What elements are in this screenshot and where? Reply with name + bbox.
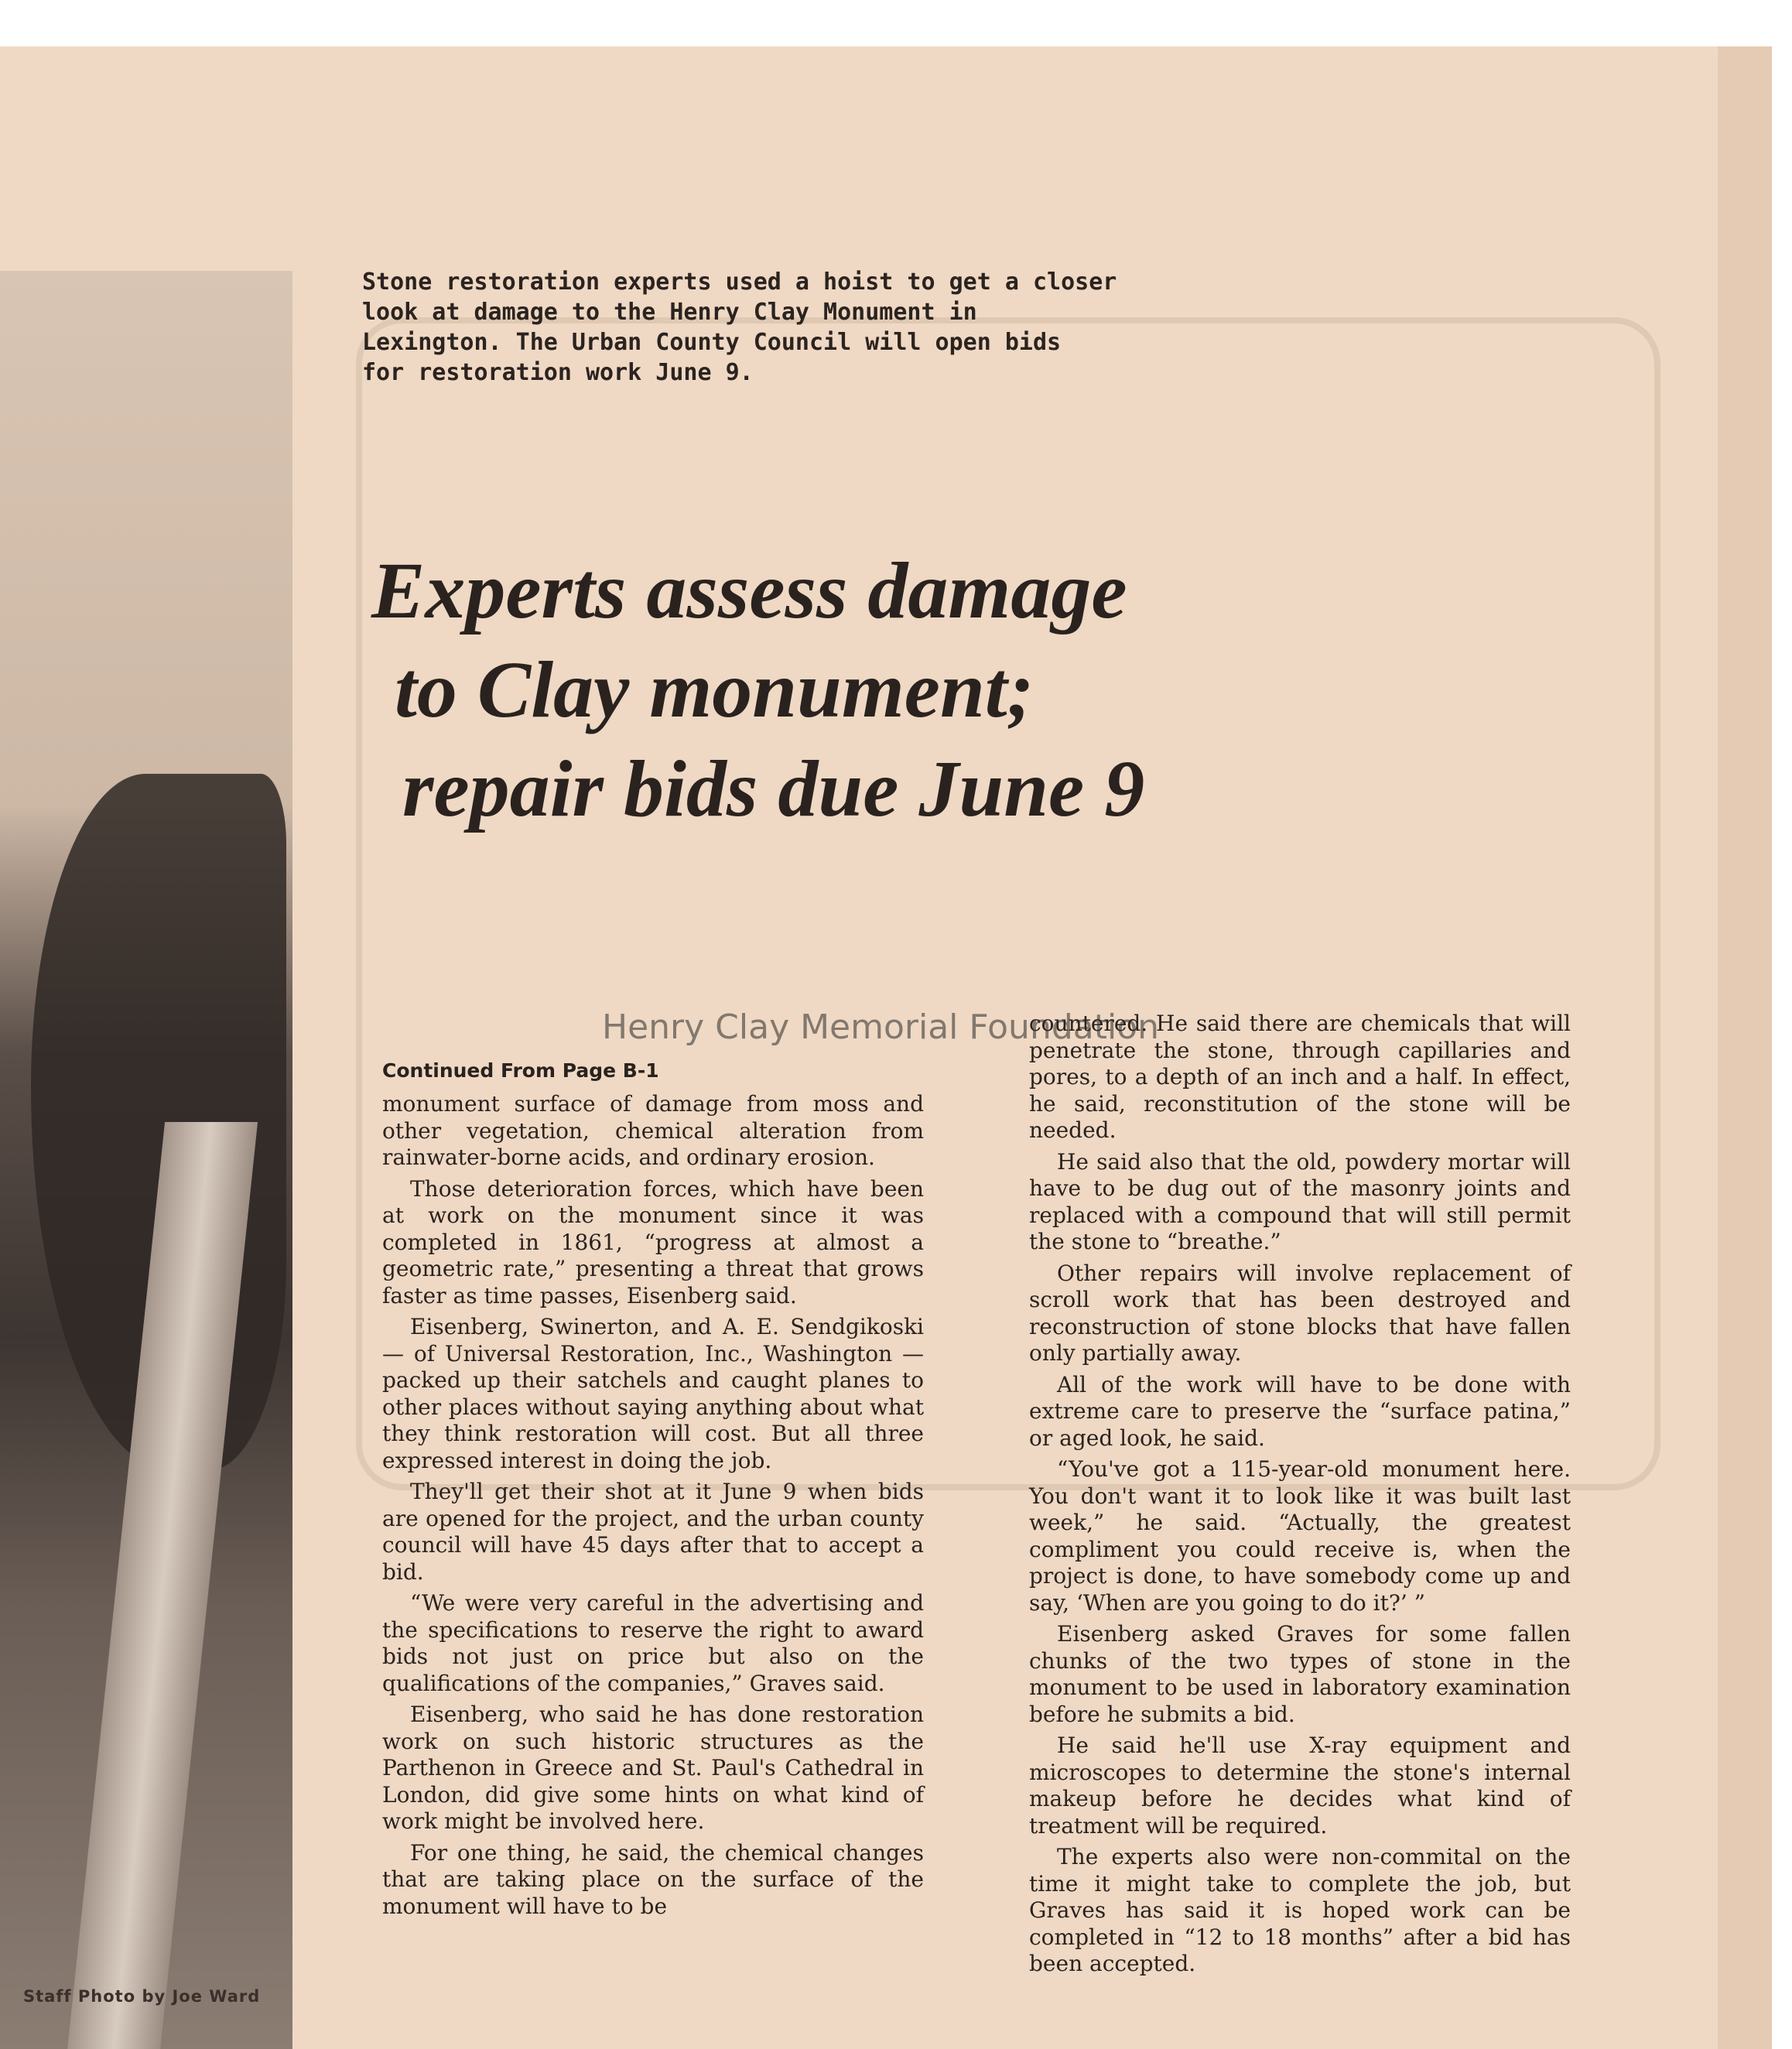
watermark: Henry Clay Memorial Foundation (602, 1007, 1160, 1047)
paragraph: Eisenberg asked Graves for some fallen chunks of the two types of stone in the monument to be used in laboratory examination before he submits a bid. (1029, 1621, 1571, 1727)
paragraph: countered. He said there are chemicals that will penetrate the stone, through capillaries and pores, to a depth of an inch and a half. In effect, he said, reconstitution of the stone will be needed. (1029, 1011, 1571, 1143)
headline-line: repair bids due June 9 (402, 744, 1145, 833)
paragraph: Those deterioration forces, which have been at work on the monument since it was completed in 1861, “progress at almost a geometric rate,” presenting a threat that grows faster as time passes, Eisenberg said. (382, 1175, 924, 1308)
clipping-torn-edge (1718, 46, 1772, 2049)
paragraph: He said also that the old, powdery mortar will have to be dug out of the masonry joints and replaced with a compound that will still permit the stone to “breathe.” (1029, 1148, 1571, 1254)
headline (371, 542, 1377, 839)
paragraph: “You've got a 115-year-old monument here. You don't want it to look like it was built last week,” he said. “Actually, the greatest compliment you could receive is, when the project is done, to have somebody come up and say, ‘When are you going to do it?’ ” (1029, 1456, 1571, 1616)
paragraph: Eisenberg, Swinerton, and A. E. Sendgikoski — of Universal Restoration, Inc., Washington — packed up their satchels and caught planes to other places without saying anything about what they think restoration will cost. But all three expressed interest in doing the job. (382, 1314, 924, 1473)
paragraph: The experts also were non-commital on the time it might take to complete the job, but Graves has said it is hoped work can be completed in “12 to 18 months” after a bid has been accepted. (1029, 1844, 1571, 1976)
photo-credit: Staff Photo by Joe Ward (23, 1987, 261, 2006)
staff-photo (0, 271, 292, 2049)
caption-line: Stone restoration experts used a hoist to get a closer (362, 269, 1117, 296)
dateline: Continued From Page B-1 (382, 1059, 659, 1082)
photo-caption (362, 267, 1117, 388)
caption-line: Lexington. The Urban County Council will open bids (362, 329, 1062, 356)
article-column-1 (382, 1055, 924, 1924)
paragraph: All of the work will have to be done with extreme care to preserve the “surface patina,” or aged look, he said. (1029, 1371, 1571, 1451)
paragraph: monument surface of damage from moss and other vegetation, chemical alteration from rainwater-borne acids, and ordinary erosion. (382, 1091, 924, 1170)
caption-line: for restoration work June 9. (362, 359, 754, 386)
headline-line: Experts assess damage (371, 546, 1127, 635)
paragraph: They'll get their shot at it June 9 when bids are opened for the project, and the urban county council will have 45 days after that to accept a bid. (382, 1479, 924, 1585)
paragraph: For one thing, he said, the chemical changes that are taking place on the surface of the monument will have to be (382, 1839, 924, 1919)
paragraph: He said he'll use X-ray equipment and microscopes to determine the stone's internal makeup before he decides what kind of treatment will be required. (1029, 1733, 1571, 1839)
headline-line: to Clay monument; (395, 645, 1035, 734)
paragraph: Other repairs will involve replacement of scroll work that has been destroyed and reconstruction of stone blocks that have fallen only partially away. (1029, 1260, 1571, 1366)
caption-line: look at damage to the Henry Clay Monument in (362, 299, 977, 326)
article-column-2 (1029, 1011, 1571, 1982)
paragraph: “We were very careful in the advertising and the specifications to reserve the right to award bids not just on price but also on the qualifications of the companies,” Graves said. (382, 1590, 924, 1696)
paragraph: Eisenberg, who said he has done restoration work on such historic structures as the Parthenon in Greece and St. Paul's Cathedral in London, did give some hints on what kind of work might be involved here. (382, 1702, 924, 1834)
